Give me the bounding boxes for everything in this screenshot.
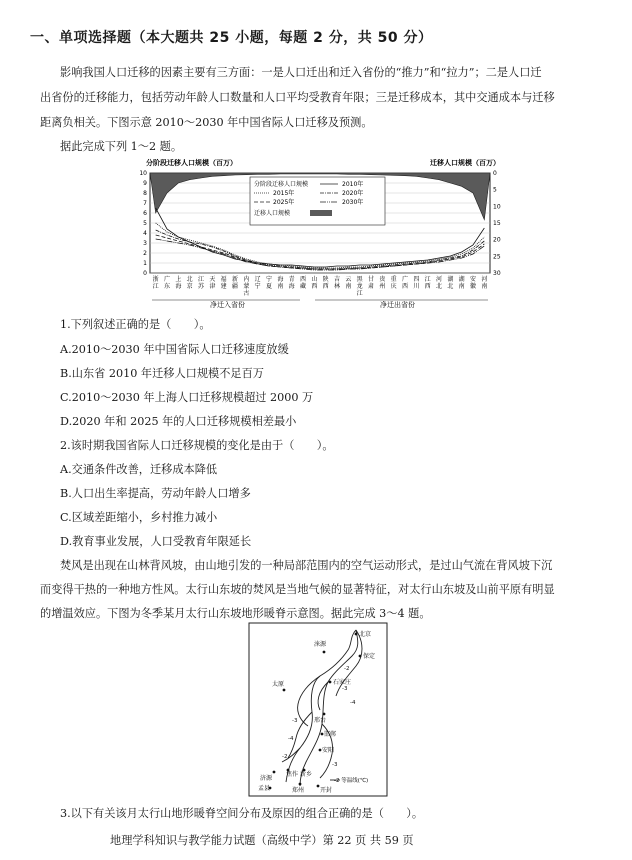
isotherm-label-6: -2: [282, 754, 288, 760]
category-label: 北: [447, 283, 454, 290]
category-label: 建: [220, 283, 227, 290]
category-label: 津: [209, 283, 216, 290]
category-label: 广: [163, 276, 171, 283]
taihang-warm-ridge-map: [248, 622, 388, 797]
city-dot-zhengzhou: [299, 783, 302, 786]
city-xinxiang: 新乡: [300, 771, 313, 778]
category-label: 海: [288, 283, 295, 290]
legend-2010: 2010年: [342, 181, 364, 188]
q3-stem: 3.以下有关该月太行山地形暖脊空间分布及原因的组合正确的是（ ）。: [60, 807, 424, 820]
city-dot-xingtai: [323, 713, 326, 716]
category-label: 东: [163, 283, 171, 290]
category-label: 贵: [379, 276, 386, 283]
q1-option-d[interactable]: D.2020 年和 2025 年的人口迁移规模相差最小: [60, 415, 297, 428]
intro-line-4: 据此完成下列 1～2 题。: [60, 140, 183, 153]
category-label: 广: [401, 276, 409, 283]
category-label: 黑: [356, 276, 363, 283]
legend-2025: 2025年: [273, 199, 295, 206]
category-label: 疆: [231, 283, 239, 290]
intro-line-3: 距离负相关。下图示意 2010～2030 年中国省际人口迁移及预测。: [40, 116, 373, 129]
legend-2030: 2030年: [342, 199, 364, 206]
legend-2015: 2015年: [273, 190, 295, 197]
category-label: 蒙: [243, 283, 250, 290]
left-tick-label: 1: [143, 260, 147, 267]
category-label: 徽: [469, 283, 477, 290]
category-label: 西: [424, 283, 431, 290]
group-label-out: 净迁出省份: [380, 301, 415, 309]
city-dot-anyang: [319, 749, 322, 752]
city-mengxian: 孟县: [258, 785, 271, 792]
city-dot-jiyuan: [273, 771, 276, 774]
category-label: 江: [152, 283, 159, 290]
category-label: 肃: [367, 283, 375, 290]
city-dot-laiyuan: [323, 651, 326, 654]
category-label: 宁: [254, 283, 261, 290]
isotherm-label-2: -3: [342, 686, 348, 692]
migration-chart: [130, 155, 510, 310]
category-labels: [153, 275, 488, 297]
left-tick-label: 3: [143, 240, 147, 247]
category-label: 川: [413, 283, 420, 290]
right-tick-label: 25: [493, 253, 501, 261]
category-label: 南: [277, 283, 284, 290]
city-taiyuan: 太原: [272, 681, 285, 688]
intro-line-2: 出省份的迁移能力，包括劳动年龄人口数量和人口平均受教育年限；三是迁移成本，其中交通成本与迁移: [40, 91, 555, 104]
intro-line-1: 影响我国人口迁移的因素主要有三方面：一是人口迁出和迁入省份的“推力”和“拉力”；二是人口迁: [60, 66, 542, 79]
city-handan: 邯郸: [324, 731, 337, 738]
category-label: 宁: [265, 276, 273, 283]
category-label: 甘: [367, 276, 375, 283]
right-tick-label: 5: [493, 186, 497, 194]
category-label: 西: [322, 283, 329, 290]
category-label: 浙: [152, 276, 159, 283]
category-label: 河: [435, 276, 443, 283]
right-tick-label: 20: [493, 236, 501, 244]
category-label: 西: [299, 276, 307, 283]
left-tick-label: 5: [143, 220, 147, 227]
isotherm-label-5: -4: [288, 736, 294, 742]
category-label: 西: [401, 283, 409, 290]
legend-bar-label: 迁移人口规模: [254, 210, 291, 217]
right-axis-ticks: [493, 170, 501, 277]
category-label: 江: [197, 276, 205, 283]
category-label: 河: [481, 276, 488, 283]
category-label: 南: [481, 283, 488, 290]
q1-option-b[interactable]: B.山东省 2010 年迁移人口规模不足百万: [60, 367, 264, 380]
category-label: 吉: [333, 276, 341, 283]
city-anyang: 安阳: [322, 747, 335, 754]
category-label: 湖: [447, 276, 454, 283]
city-dot-handan: [321, 733, 324, 736]
foehn-line-1: 焚风是出现在山林背风坡，由山地引发的一种局部范围内的空气运动形式，是过山气流在背风坡下沉: [60, 559, 553, 572]
category-label: 林: [333, 283, 341, 290]
category-label: 龙: [356, 283, 363, 290]
category-label: 山: [311, 276, 318, 283]
category-label: 湖: [458, 276, 465, 283]
q2-option-b[interactable]: B.人口出生率提高，劳动年龄人口增多: [60, 487, 251, 500]
q1-option-c[interactable]: C.2010～2030 年上海人口迁移规模超过 2000 万: [60, 391, 314, 404]
category-label: 海: [277, 276, 284, 283]
q2-option-d[interactable]: D.教育事业发展，人口受教育年限延长: [60, 535, 252, 548]
category-label: 京: [186, 283, 193, 290]
right-tick-label: 0: [493, 170, 497, 177]
category-label: 四: [413, 276, 420, 283]
city-dot-taiyuan: [283, 689, 286, 692]
left-tick-label: 6: [143, 210, 147, 217]
chart-legend: [250, 177, 385, 225]
category-label: 西: [311, 283, 318, 290]
category-label: 南: [345, 283, 352, 290]
left-tick-label: 4: [143, 230, 147, 237]
category-label: 南: [458, 283, 465, 290]
category-label: 重: [390, 276, 397, 283]
map-legend: -2 等温线(℃): [334, 778, 369, 784]
city-xingtai: 邢台: [314, 717, 327, 724]
city-jiyuan: 济源: [260, 775, 273, 782]
category-label: 州: [379, 283, 386, 290]
city-zhengzhou: 郑州: [292, 787, 305, 794]
category-label: 上: [175, 276, 182, 283]
category-label: 苏: [197, 283, 205, 290]
category-label: 福: [220, 276, 227, 283]
city-dot-shijiazhuang: [329, 681, 332, 684]
category-label: 藏: [299, 283, 307, 290]
category-label: 海: [175, 283, 182, 290]
category-label: 北: [186, 276, 193, 283]
legend-2020: 2020年: [342, 190, 364, 197]
category-label: 江: [356, 290, 363, 297]
city-baoding: 保定: [363, 653, 376, 660]
isotherm-label-7: -3: [332, 762, 338, 768]
isotherm-label-4: -3: [292, 718, 298, 724]
isotherm-label-1: -2: [344, 666, 350, 672]
q2-option-a[interactable]: A.交通条件改善，迁移成本降低: [60, 463, 218, 476]
category-label: 北: [435, 283, 443, 290]
city-dot-baoding: [359, 655, 362, 658]
category-label: 辽: [254, 276, 261, 283]
category-label: 青: [288, 276, 295, 283]
category-label: 江: [424, 276, 431, 283]
left-tick-label: 9: [143, 180, 147, 187]
city-laiyuan: 涞源: [314, 641, 327, 648]
group-label-in: 净迁入省份: [210, 301, 245, 309]
city-dot-kaifeng: [317, 785, 320, 788]
category-label: 陕: [322, 276, 329, 283]
legend-title: 分阶段迁移人口规模: [254, 181, 309, 188]
city-kaifeng: 开封: [320, 787, 333, 794]
isotherm-label-3: -4: [350, 700, 356, 706]
q1-option-a[interactable]: A.2010～2030 年中国省际人口迁移速度放缓: [60, 343, 289, 356]
left-tick-label: 10: [139, 170, 147, 177]
chart-title-left: 分阶段迁移人口规模（百万）: [146, 159, 237, 167]
category-label: 古: [243, 290, 250, 297]
left-axis-ticks: [139, 170, 147, 277]
section-heading: 一、单项选择题（本大题共 25 小题，每题 2 分，共 50 分）: [30, 30, 433, 46]
q2-option-c[interactable]: C.区域差距缩小，乡村推力减小: [60, 511, 218, 524]
foehn-line-3: 的增温效应。下图为冬季某月太行山东坡地形暖脊示意图。据此完成 3～4 题。: [40, 607, 431, 620]
city-dot-beijing: [355, 633, 358, 636]
chart-title-right: 迁移人口规模（百万）: [430, 159, 500, 167]
category-label: 安: [469, 276, 477, 283]
category-label: 天: [209, 276, 216, 283]
category-label: 庆: [390, 283, 397, 290]
right-tick-label: 10: [493, 203, 501, 211]
left-tick-label: 7: [143, 200, 147, 207]
foehn-line-2: 而变得干热的一种地方性风。太行山东坡的焚风是当地气候的显著特征，对太行山东坡及山前平原有明显: [40, 583, 555, 596]
left-tick-label: 2: [143, 250, 147, 257]
city-beijing: 北京: [359, 631, 372, 638]
left-tick-label: 8: [143, 190, 147, 197]
legend-bar-swatch: [310, 210, 332, 216]
city-shijiazhuang: 石家庄: [333, 679, 352, 686]
left-tick-label: 0: [143, 270, 147, 277]
category-label: 内: [243, 276, 250, 283]
q2-stem: 2.该时期我国省际人口迁移规模的变化是由于（ ）。: [60, 439, 334, 452]
category-label: 云: [345, 276, 352, 283]
city-jiaozuo: 焦作: [286, 771, 299, 778]
right-tick-label: 30: [493, 270, 501, 277]
page-footer: 地理学科知识与教学能力试题（高级中学）第 22 页 共 59 页: [110, 834, 414, 847]
right-tick-label: 15: [493, 220, 501, 227]
category-label: 新: [231, 276, 239, 283]
category-label: 夏: [265, 283, 273, 290]
q1-stem: 1.下列叙述正确的是（ ）。: [60, 318, 211, 331]
